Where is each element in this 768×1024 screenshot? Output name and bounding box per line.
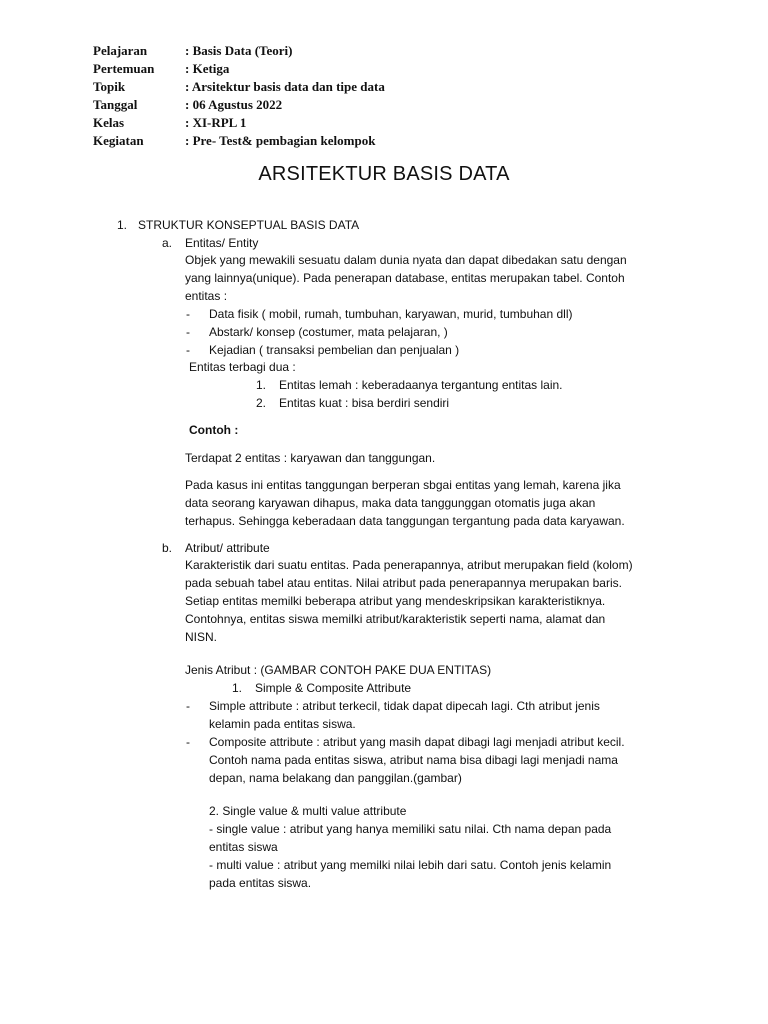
info-key: Tanggal — [93, 97, 138, 112]
text-line: - single value : atribut yang hanya memiliki satu nilai. Cth nama depan pada — [209, 822, 612, 836]
text-line: entitas : — [185, 289, 228, 303]
list-number: 1. — [256, 378, 267, 392]
contoh-label: Contoh : — [189, 423, 239, 437]
text-line: yang lainnya(unique). Pada penerapan database, entitas merupakan tabel. Contoh — [185, 271, 625, 285]
info-value: : XI-RPL 1 — [185, 115, 247, 130]
list-number: 1. — [232, 681, 243, 695]
subsection-heading: Entitas/ Entity — [185, 236, 259, 250]
text-line: Entitas terbagi dua : — [189, 360, 296, 374]
subsection-marker: a. — [162, 236, 173, 250]
info-key: Pelajaran — [93, 43, 148, 58]
text-line: Jenis Atribut : (GAMBAR CONTOH PAKE DUA ENTITAS) — [185, 663, 492, 677]
text-line: - multi value : atribut yang memilki nilai lebih dari satu. Contoh jenis kelamin — [209, 858, 612, 872]
text-line: Karakteristik dari suatu entitas. Pada penerapannya, atribut merupakan field (kolom) — [185, 558, 633, 572]
info-row-pertemuan — [93, 60, 385, 78]
subsection-heading: Atribut/ attribute — [185, 541, 270, 555]
text-line: Composite attribute : atribut yang masih dapat dibagi lagi menjadi atribut kecil. — [209, 735, 625, 749]
info-value: : Arsitektur basis data dan tipe data — [185, 79, 385, 94]
text-line: Contoh nama pada entitas siswa, atribut nama bisa dibagi lagi menjadi nama — [209, 753, 618, 767]
subsection-marker: b. — [162, 541, 173, 555]
info-row-tanggal — [93, 96, 385, 114]
info-key: Kelas — [93, 115, 125, 130]
section-number: 1. — [117, 218, 128, 232]
info-key: Pertemuan — [93, 61, 155, 76]
text-line: kelamin pada entitas siswa. — [209, 717, 356, 731]
list-number: 2. — [256, 396, 267, 410]
list-item: Abstark/ konsep (costumer, mata pelajaran, ) — [209, 325, 448, 339]
list-item: Entitas lemah : keberadaanya tergantung entitas lain. — [279, 378, 563, 392]
text-line: Terdapat 2 entitas : karyawan dan tanggungan. — [185, 451, 436, 465]
info-value: : Basis Data (Teori) — [185, 43, 293, 58]
info-value: : Pre- Test& pembagian kelompok — [185, 133, 376, 148]
info-key: Topik — [93, 79, 126, 94]
bullet-dash: - — [186, 325, 190, 339]
bullet-dash: - — [186, 343, 190, 357]
list-item: Entitas kuat : bisa berdiri sendiri — [279, 396, 450, 410]
text-line: Setiap entitas memilki beberapa atribut yang mendeskripsikan karakteristiknya. — [185, 594, 606, 608]
info-value: : 06 Agustus 2022 — [185, 97, 283, 112]
text-line: depan, nama belakang dan panggilan.(gambar) — [209, 771, 462, 785]
text-line: Objek yang mewakili sesuatu dalam dunia nyata dan dapat dibedakan satu dengan — [185, 253, 627, 267]
info-value: : Ketiga — [185, 61, 230, 76]
text-line: Contohnya, entitas siswa memilki atribut/karakteristik seperti nama, alamat dan — [185, 612, 606, 626]
bullet-dash: - — [186, 735, 190, 749]
section-heading: STRUKTUR KONSEPTUAL BASIS DATA — [138, 218, 360, 232]
info-row-topik — [93, 78, 385, 96]
header-info-table — [93, 42, 385, 150]
text-line: entitas siswa — [209, 840, 278, 854]
text-line: pada entitas siswa. — [209, 876, 312, 890]
text-line: pada sebuah tabel atau entitas. Nilai atribut pada penerapannya merupakan baris. — [185, 576, 622, 590]
bullet-dash: - — [186, 307, 190, 321]
bullet-dash: - — [186, 699, 190, 713]
text-line: terhapus. Sehingga keberadaan data tanggungan tergantung pada data karyawan. — [185, 514, 625, 528]
info-row-kegiatan — [93, 132, 385, 150]
text-line: Simple attribute : atribut terkecil, tidak dapat dipecah lagi. Cth atribut jenis — [209, 699, 600, 713]
text-line: NISN. — [185, 630, 218, 644]
info-row-kelas — [93, 114, 385, 132]
text-line: data seorang karyawan dihapus, maka data tanggunggan otomatis juga akan — [185, 496, 596, 510]
list-heading: 2. Single value & multi value attribute — [209, 804, 407, 818]
info-key: Kegiatan — [93, 133, 144, 148]
info-row-pelajaran — [93, 42, 385, 60]
list-item: Kejadian ( transaksi pembelian dan penjualan ) — [209, 343, 460, 357]
list-heading: Simple & Composite Attribute — [255, 681, 412, 695]
text-line: Pada kasus ini entitas tanggungan berperan sbgai entitas yang lemah, karena jika — [185, 478, 621, 492]
document-title: ARSITEKTUR BASIS DATA — [258, 163, 510, 185]
list-item: Data fisik ( mobil, rumah, tumbuhan, karyawan, murid, tumbuhan dll) — [209, 307, 573, 321]
